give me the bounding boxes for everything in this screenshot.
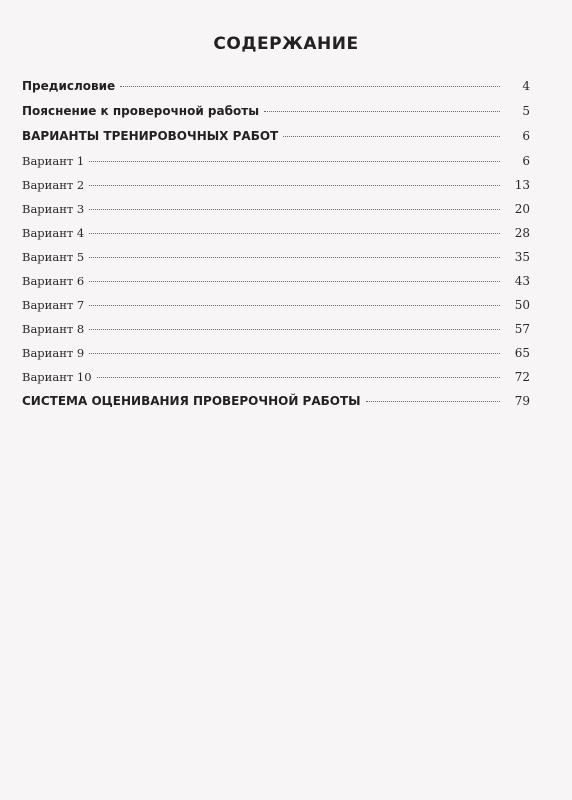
toc-row	[22, 101, 530, 126]
dot-leader	[89, 161, 500, 162]
toc-label: Вариант 6	[22, 274, 85, 288]
dot-leader	[97, 377, 500, 378]
dot-leader	[366, 401, 500, 402]
toc-row	[22, 126, 530, 151]
toc-page-number: 4	[522, 79, 530, 93]
toc-label: Вариант 2	[22, 178, 85, 192]
dot-leader	[89, 185, 500, 186]
toc-label: Вариант 3	[22, 202, 85, 216]
dot-leader	[283, 136, 500, 137]
dot-leader	[89, 233, 500, 234]
toc-row	[22, 343, 530, 367]
toc-row	[22, 247, 530, 271]
toc-page-number: 35	[514, 250, 530, 264]
dot-leader	[89, 281, 500, 282]
toc-row	[22, 367, 530, 391]
toc-label: Вариант 9	[22, 346, 85, 360]
toc-page-number: 50	[514, 298, 530, 312]
toc-page-number: 79	[514, 394, 530, 408]
toc-page-number: 43	[514, 274, 530, 288]
toc-label: Пояснение к проверочной работы	[22, 104, 260, 118]
toc-row	[22, 151, 530, 175]
toc-page-number: 57	[514, 322, 530, 336]
toc-label: ВАРИАНТЫ ТРЕНИРОВОЧНЫХ РАБОТ	[22, 129, 279, 143]
table-of-contents	[22, 76, 530, 416]
toc-page-number: 6	[522, 129, 530, 143]
dot-leader	[264, 111, 500, 112]
toc-row	[22, 295, 530, 319]
dot-leader	[89, 305, 500, 306]
dot-leader	[89, 353, 500, 354]
toc-page-number: 6	[522, 154, 530, 168]
toc-label: Вариант 4	[22, 226, 85, 240]
toc-row	[22, 76, 530, 101]
toc-row	[22, 271, 530, 295]
dot-leader	[120, 86, 500, 87]
toc-page-number: 20	[514, 202, 530, 216]
dot-leader	[89, 209, 500, 210]
toc-row	[22, 199, 530, 223]
toc-page-number: 5	[522, 104, 530, 118]
toc-row	[22, 223, 530, 247]
toc-page-number: 72	[514, 370, 530, 384]
dot-leader	[89, 257, 500, 258]
page-title: СОДЕРЖАНИЕ	[213, 34, 359, 54]
toc-row	[22, 175, 530, 199]
toc-page-number: 28	[514, 226, 530, 240]
dot-leader	[89, 329, 500, 330]
toc-label: Вариант 1	[22, 154, 85, 168]
toc-label: Вариант 7	[22, 298, 85, 312]
toc-row	[22, 319, 530, 343]
toc-row	[22, 391, 530, 416]
toc-label: Вариант 8	[22, 322, 85, 336]
toc-label: Вариант 10	[22, 370, 92, 384]
toc-page-number: 65	[514, 346, 530, 360]
toc-label: Вариант 5	[22, 250, 85, 264]
toc-page-number: 13	[514, 178, 530, 192]
toc-label: СИСТЕМА ОЦЕНИВАНИЯ ПРОВЕРОЧНОЙ РАБОТЫ	[22, 394, 361, 408]
toc-label: Предисловие	[22, 79, 116, 93]
